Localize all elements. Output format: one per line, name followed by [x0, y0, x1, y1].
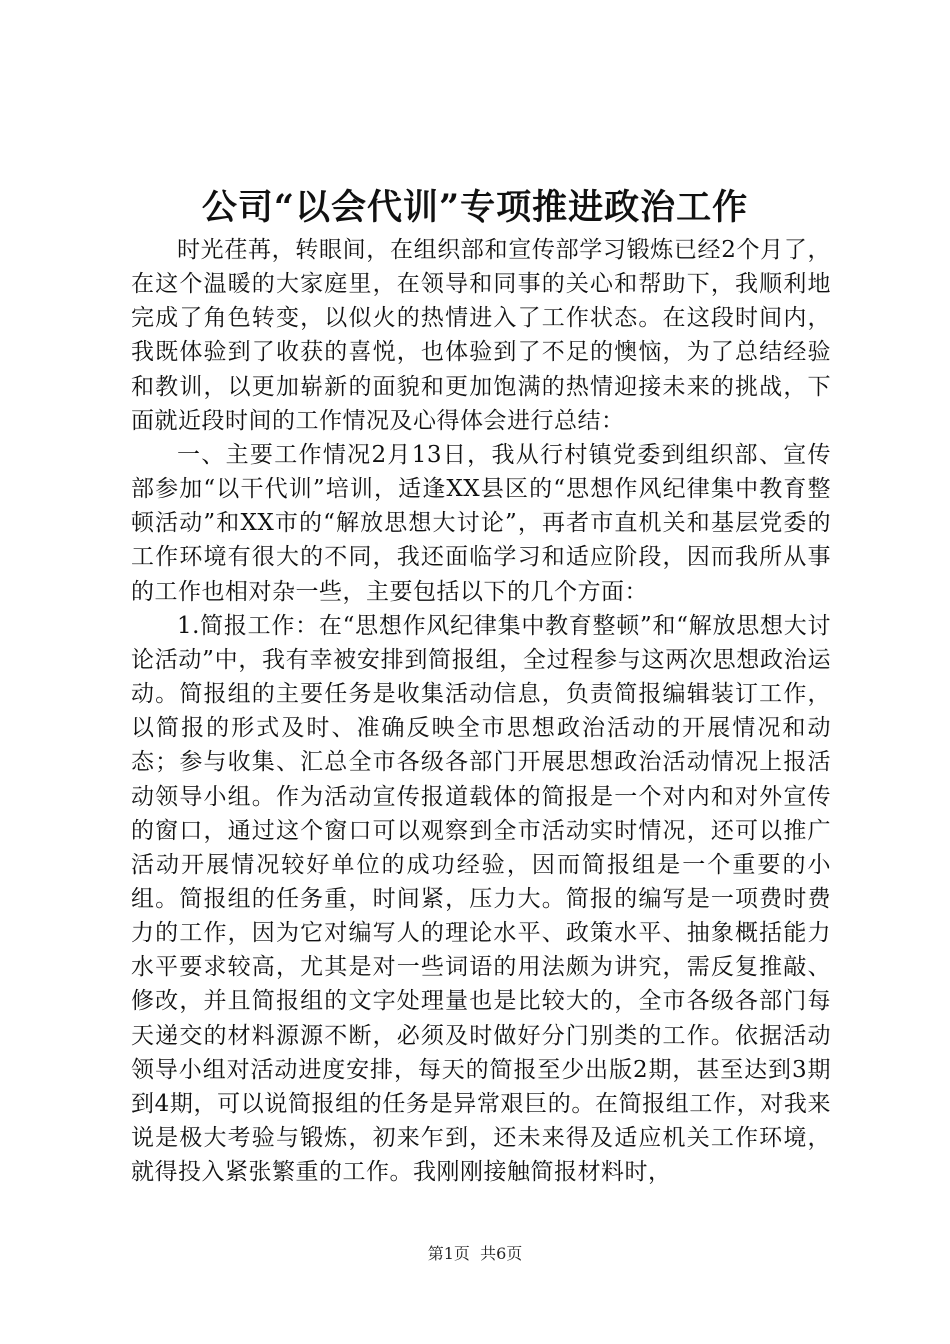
- page-total: 共6页: [480, 1244, 523, 1263]
- document-body: [131, 233, 831, 1189]
- document-title: 公司“以会代训”专项推进政治工作: [201, 187, 749, 228]
- page-number: 第1页: [427, 1244, 470, 1263]
- paragraph-briefing-work: 1.简报工作：在“思想作风纪律集中教育整顿”和“解放思想大讨论活动”中，我有幸被安排到简报组，全过程参与这两次思想政治运动。简报组的主要任务是收集活动信息，负责简报编辑装订工作，以简报的形式及时、准确反映全市思想政治活动的开展情况和动态；参与收集、汇总全市各级各部门开展思想政治活动情况上报活动领导小组。作为活动宣传报道载体的简报是一个对内和对外宣传的窗口，通过这个窗口可以观察到全市活动实时情况，还可以推广活动开展情况较好单位的成功经验，因而简报组是一个重要的小组。简报组的任务重，时间紧，压力大。简报的编写是一项费时费力的工作，因为它对编写人的理论水平、政策水平、抽象概括能力水平要求较高，尤其是对一些词语的用法颇为讲究，需反复推敲、修改，并且简报组的文字处理量也是比较大的，全市各级各部门每天递交的材料源源不断，必须及时做好分门别类的工作。依据活动领导小组对活动进度安排，每天的简报至少出版2期，甚至达到3期到4期，可以说简报组的任务是异常艰巨的。在简报组工作，对我来说是极大考验与锻炼，初来乍到，还未来得及适应机关工作环境，就得投入紧张繁重的工作。我刚刚接触简报材料时，: [131, 612, 831, 1186]
- paragraph-intro: 时光荏苒，转眼间，在组织部和宣传部学习锻炼已经2个月了，在这个温暖的大家庭里，在领导和同事的关心和帮助下，我顺利地完成了角色转变，以似火的热情进入了工作状态。在这段时间内，我既体验到了收获的喜悦，也体验到了不足的懊恼，为了总结经验和教训，以更加崭新的面貌和更加饱满的热情迎接未来的挑战，下面就近段时间的工作情况及心得体会进行总结：: [131, 237, 831, 434]
- paragraph-main-work: 一、主要工作情况2月13日，我从行村镇党委到组织部、宣传部参加“以干代训”培训，适逢XX县区的“思想作风纪律集中教育整顿活动”和XX市的“解放思想大讨论”，再者市直机关和基层党委的工作环境有很大的不同，我还面临学习和适应阶段，因而我所从事的工作也相对杂一些，主要包括以下的几个方面：: [131, 441, 831, 605]
- page-footer: [0, 1244, 950, 1264]
